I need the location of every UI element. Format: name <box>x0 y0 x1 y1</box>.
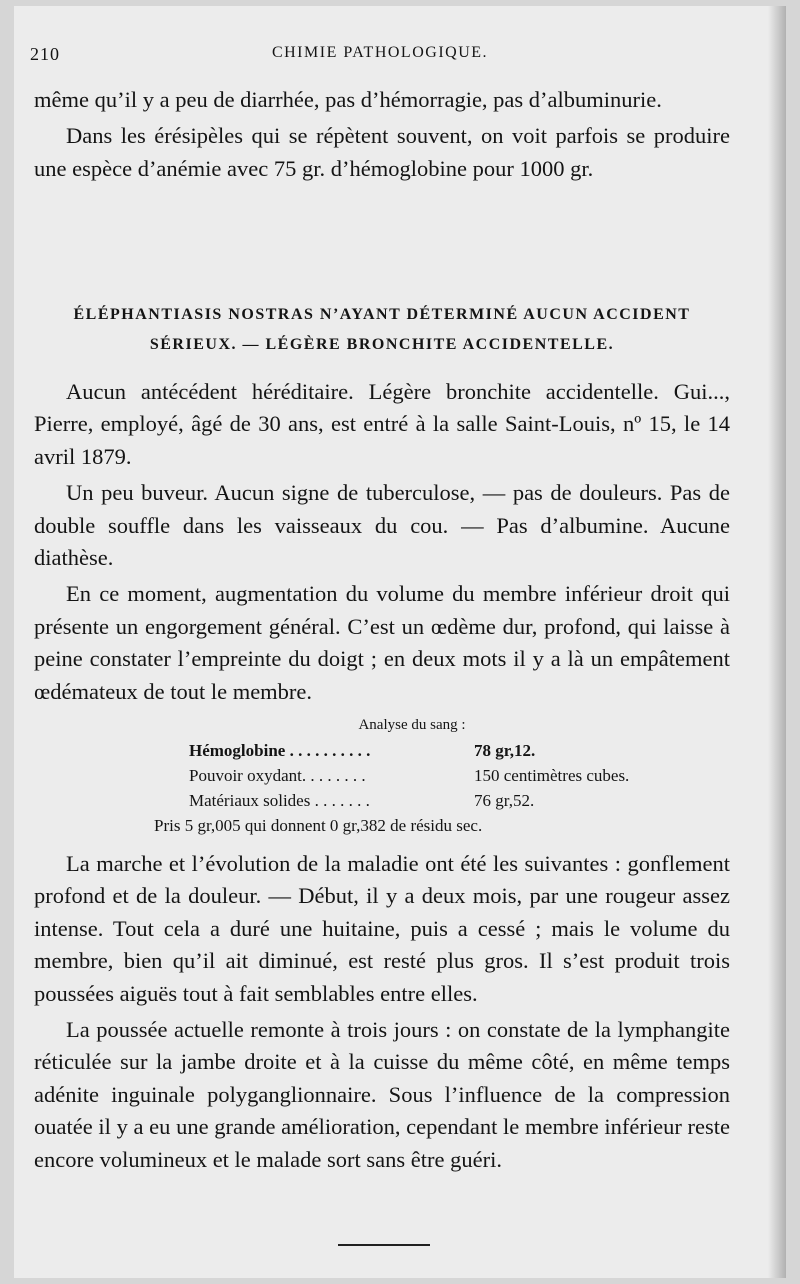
intro-paragraph-1: même qu’il y a peu de diarrhée, pas d’hémorragie, pas d’albuminurie. <box>34 87 662 112</box>
analysis-value: 78 gr,12. <box>474 741 536 760</box>
section-heading-line-1: ÉLÉPHANTIASIS NOSTRAS N’AYANT DÉTERMINÉ AUCUN ACCIDENT <box>73 306 691 323</box>
page-number: 210 <box>30 44 60 64</box>
analysis-row-solid-materials <box>34 788 730 813</box>
analysis-label: Pouvoir oxydant. . . . . . . . <box>189 766 366 785</box>
analysis-label: Matériaux solides . . . . . . . <box>189 791 370 810</box>
analysis-label: Hémoglobine . . . . . . . . . . <box>189 741 371 760</box>
end-rule <box>338 1244 430 1246</box>
case-paragraph-1: Aucun antécédent héréditaire. Légère bronchite accidentelle. Gui..., Pierre, employé, âgé de 30 ans, est entré à la salle Saint-Louis, nº 15, le 14 avril 1879. <box>34 379 730 469</box>
analysis-title: Analyse du sang : <box>358 717 466 733</box>
intro-text <box>34 84 730 185</box>
case-paragraph-3: En ce moment, augmentation du volume du membre inférieur droit qui présente un engorgement général. C’est un œdème dur, profond, qui laisse à peine constater l’empreinte du doigt ; en deux mots il y a là un empâtement œdémateux de tout le membre. <box>34 581 730 704</box>
case-text <box>34 376 730 708</box>
running-head: CHIMIE PATHOLOGIQUE. <box>271 44 489 61</box>
blood-analysis <box>34 712 730 838</box>
analysis-note: Pris 5 gr,005 qui donnent 0 gr,382 de résidu sec. <box>154 816 483 835</box>
analysis-value: 150 centimètres cubes. <box>474 766 630 785</box>
section-heading-line-2: SÉRIEUX. — LÉGÈRE BRONCHITE ACCIDENTELLE. <box>149 336 615 353</box>
section-heading <box>34 300 730 360</box>
page-header <box>30 44 730 70</box>
conclusion-paragraph-1: La marche et l’évolution de la maladie ont été les suivantes : gonflement profond et de la douleur. — Début, il y a deux mois, par une rougeur assez intense. Tout cela a duré une huitaine, puis a cessé ; mais le volume du membre, bien qu’il ait diminué, est resté plus gros. Il s’est produit trois poussées aiguës tout à fait semblables entre elles. <box>34 851 730 1006</box>
page-edge-shadow <box>768 6 786 1278</box>
analysis-value: 76 gr,52. <box>474 791 535 810</box>
conclusion-text <box>34 848 730 1176</box>
case-paragraph-2: Un peu buveur. Aucun signe de tuberculose, — pas de douleurs. Pas de double souffle dans les vaisseaux du cou. — Pas d’albumine. Aucune diathèse. <box>34 480 730 571</box>
analysis-row-hemoglobin <box>34 738 730 763</box>
analysis-row-oxidizing-power <box>34 763 730 788</box>
intro-paragraph-2: Dans les érésipèles qui se répètent souvent, on voit parfois se produire une espèce d’anémie avec 75 gr. d’hémoglobine pour 1000 gr. <box>34 123 730 181</box>
conclusion-paragraph-2: La poussée actuelle remonte à trois jours : on constate de la lymphangite réticulée sur la jambe droite et à la cuisse du même côté, en même temps adénite inguinale polyganglionnaire. Sous l’influence de la compression ouatée il y a eu une grande amélioration, cependant le membre inférieur reste encore volumineux et le malade sort sans être guéri. <box>34 1017 730 1172</box>
